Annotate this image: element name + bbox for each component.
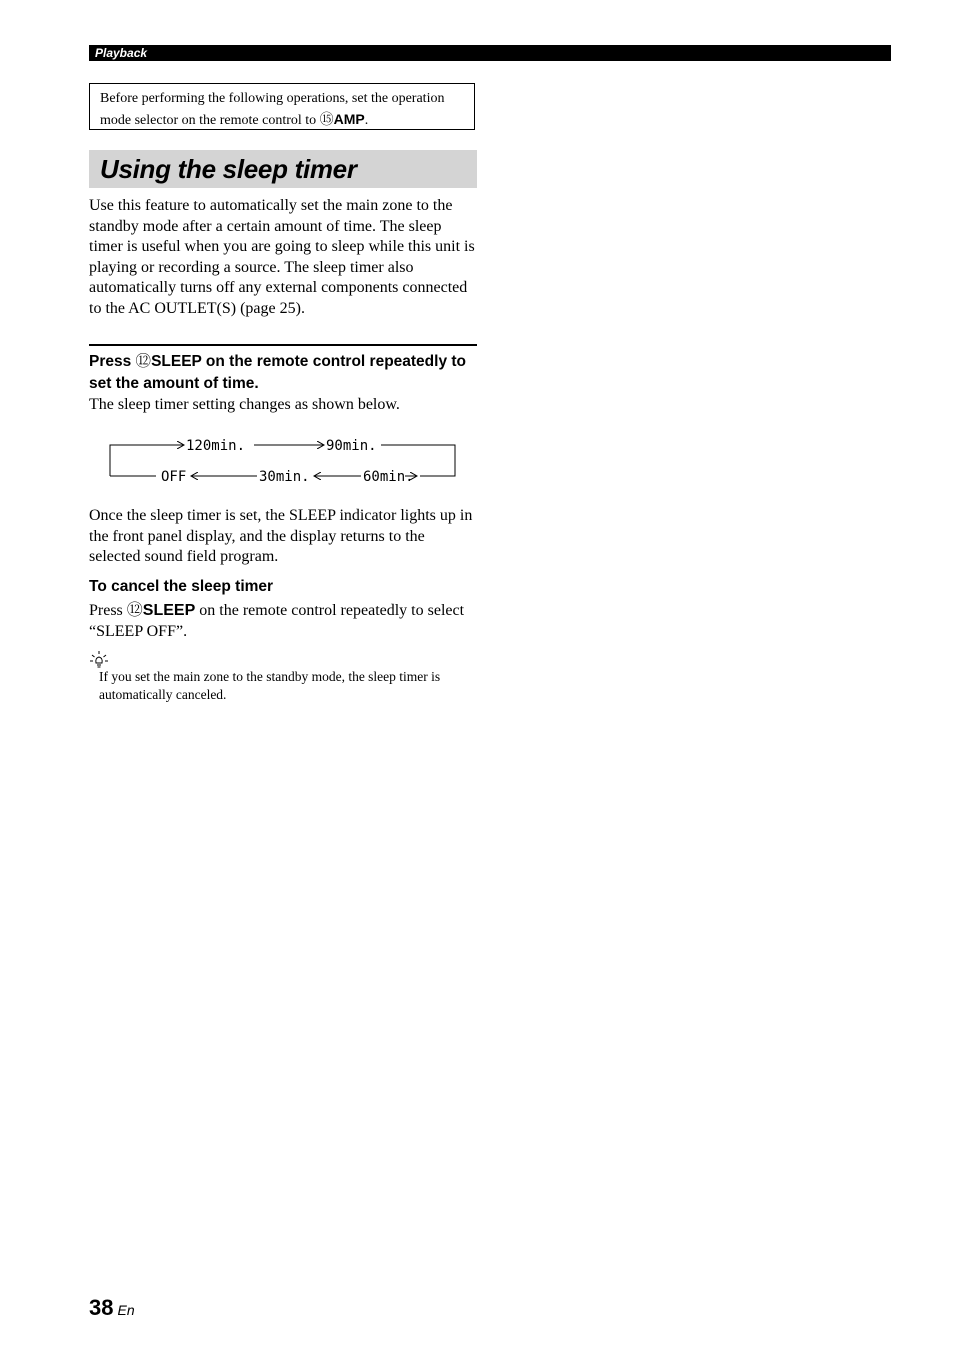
page-footer — [89, 1295, 135, 1321]
step-press: Press — [89, 353, 136, 370]
diagram-label-120: 120min. — [186, 438, 246, 454]
cancel-heading: To cancel the sleep timer — [89, 578, 274, 595]
sleep-key-label: SLEEP — [151, 353, 202, 370]
language-code: En — [117, 1302, 135, 1318]
amp-key-label: AMP — [333, 111, 365, 127]
diagram-label-60: 60min. — [363, 469, 414, 485]
cancel-instruction — [89, 600, 477, 642]
header-bar — [89, 45, 891, 61]
diagram-label-90: 90min. — [326, 438, 377, 454]
cancel-circled-number: ⑫ — [126, 600, 143, 619]
tip-text: If you set the main zone to the standby mode, the sleep timer is automatically canceled. — [99, 669, 441, 702]
diagram-label-off: OFF — [161, 469, 187, 485]
sleep-timer-cycle-diagram — [105, 432, 465, 488]
amp-circled-number: ⑮ — [319, 112, 334, 128]
step-instruction — [89, 350, 479, 395]
diagram-label-30: 30min. — [259, 469, 310, 485]
step-rest: on the remote control repeatedly to set the amount of time. — [89, 353, 467, 392]
lightbulb-icon — [89, 650, 111, 668]
cancel-rest: on the remote control repeatedly to select “SLEEP OFF”. — [89, 602, 465, 640]
note-text: Before performing the following operations, set the operation mode selector on the remote control to — [100, 91, 445, 128]
page-title: Using the sleep timer — [100, 154, 357, 184]
cancel-sleep-key: SLEEP — [142, 602, 196, 619]
page-number: 38 — [89, 1295, 114, 1320]
after-paragraph: Once the sleep timer is set, the SLEEP indicator lights up in the front panel display, and the display returns to the selected sound field program. — [89, 507, 473, 565]
section-label: Playback — [95, 46, 148, 60]
section-heading-band — [89, 150, 477, 188]
sleep-circled-number: ⑫ — [135, 352, 152, 370]
step-note: The sleep timer setting changes as shown below. — [89, 396, 400, 413]
cancel-press: Press — [89, 602, 127, 619]
step-divider — [89, 344, 477, 346]
operation-note-box — [89, 83, 475, 130]
note-text-end: . — [364, 113, 369, 128]
intro-paragraph: Use this feature to automatically set the main zone to the standby mode after a certain amount of time. The sleep timer is useful when you are going to sleep while this unit is playing or recording a source. The sleep timer also automatically turns off any external components connected to the AC OUTLET(S) (page 25). — [89, 197, 475, 317]
